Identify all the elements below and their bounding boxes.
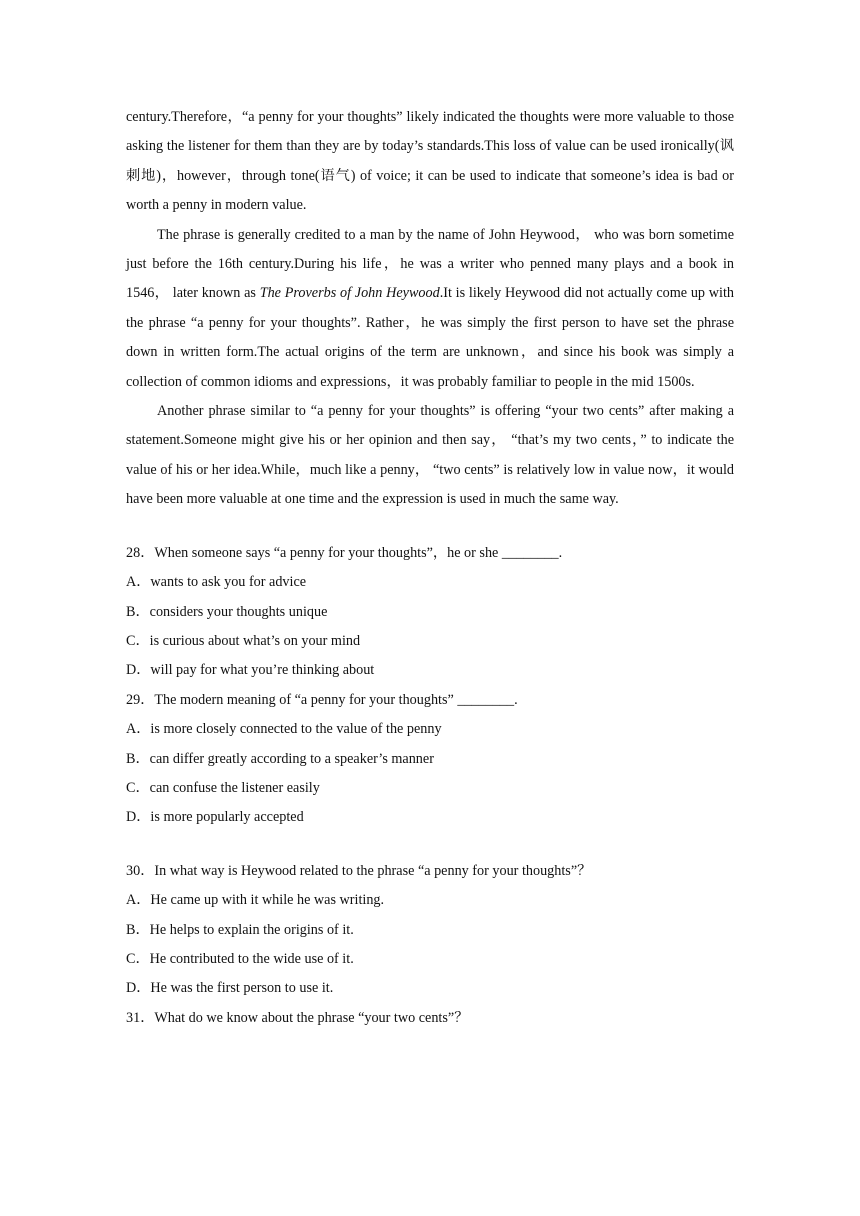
question-29-option-d: D．is more popularly accepted	[126, 809, 304, 826]
document-body	[126, 103, 734, 1033]
question-30-option-d: D．He was the first person to use it.	[126, 980, 334, 997]
question-31	[126, 1004, 734, 1033]
question-28-option-d: D．will pay for what you’re thinking about	[126, 662, 375, 679]
question-29-stem: 29．The modern meaning of “a penny for your thoughts” ________.	[126, 691, 518, 708]
question-29-option-c: C．can confuse the listener easily	[126, 779, 320, 796]
passage-paragraph-3: Another phrase similar to “a penny for your thoughts” is offering “your two cents” after making a statement.Someone might give his or her opinion and then say， “that’s my two cents，” to indicate the value of his or her idea.While，much like a penny， “two cents” is relatively low in value now，it would have been more valuable at one time and the expression is used in much the same way.	[126, 403, 734, 508]
question-29-option-a: A．is more closely connected to the value of the penny	[126, 721, 442, 738]
passage-paragraph-1: century.Therefore，“a penny for your thoughts” likely indicated the thoughts were more valuable to those asking the listener for them than they are by today’s standards.This loss of value can be used ironically(讽刺地)，however，through tone(语气) of voice; it can be used to indicate that someone’s idea is bad or worth a penny in modern value.	[126, 109, 734, 214]
section-gap	[126, 833, 734, 857]
book-title: The Proverbs of John Heywood	[259, 285, 440, 302]
question-28-option-b: B．considers your thoughts unique	[126, 603, 328, 620]
section-gap	[126, 515, 734, 539]
question-28-stem: 28．When someone says “a penny for your thoughts”，he or she ________.	[126, 544, 563, 561]
question-29	[126, 686, 734, 833]
question-28-option-a: A．wants to ask you for advice	[126, 574, 307, 591]
question-30-option-a: A．He came up with it while he was writing.	[126, 892, 385, 909]
question-28-option-c: C．is curious about what’s on your mind	[126, 632, 361, 649]
question-31-stem: 31．What do we know about the phrase “your two cents”？	[126, 1009, 469, 1026]
question-30	[126, 857, 734, 1004]
question-29-option-b: B．can differ greatly according to a speaker’s manner	[126, 750, 434, 767]
question-30-stem: 30．In what way is Heywood related to the phrase “a penny for your thoughts”？	[126, 862, 592, 879]
question-28	[126, 539, 734, 686]
passage-paragraph-2-text-start: The phrase is generally credited to a man by the name of John Heywood， who was born sometime just before the 16th century.During his life，he was a writer who penned many plays and a book in 1546， later known as	[126, 226, 734, 302]
passage-paragraph-2	[126, 221, 734, 397]
passage-paragraph-2-text-end: .It is likely Heywood did not actually come up with the phrase “a penny for your thoughts”. Rather，he was simply the first person to have set the phrase down in written form.The actual origins of the term are unknown，and since his book was simply a collection of common idioms and expressions，it was probably familiar to people in the mid 1500s.	[126, 285, 734, 390]
question-30-option-b: B．He helps to explain the origins of it.	[126, 921, 354, 938]
question-30-option-c: C．He contributed to the wide use of it.	[126, 950, 354, 967]
